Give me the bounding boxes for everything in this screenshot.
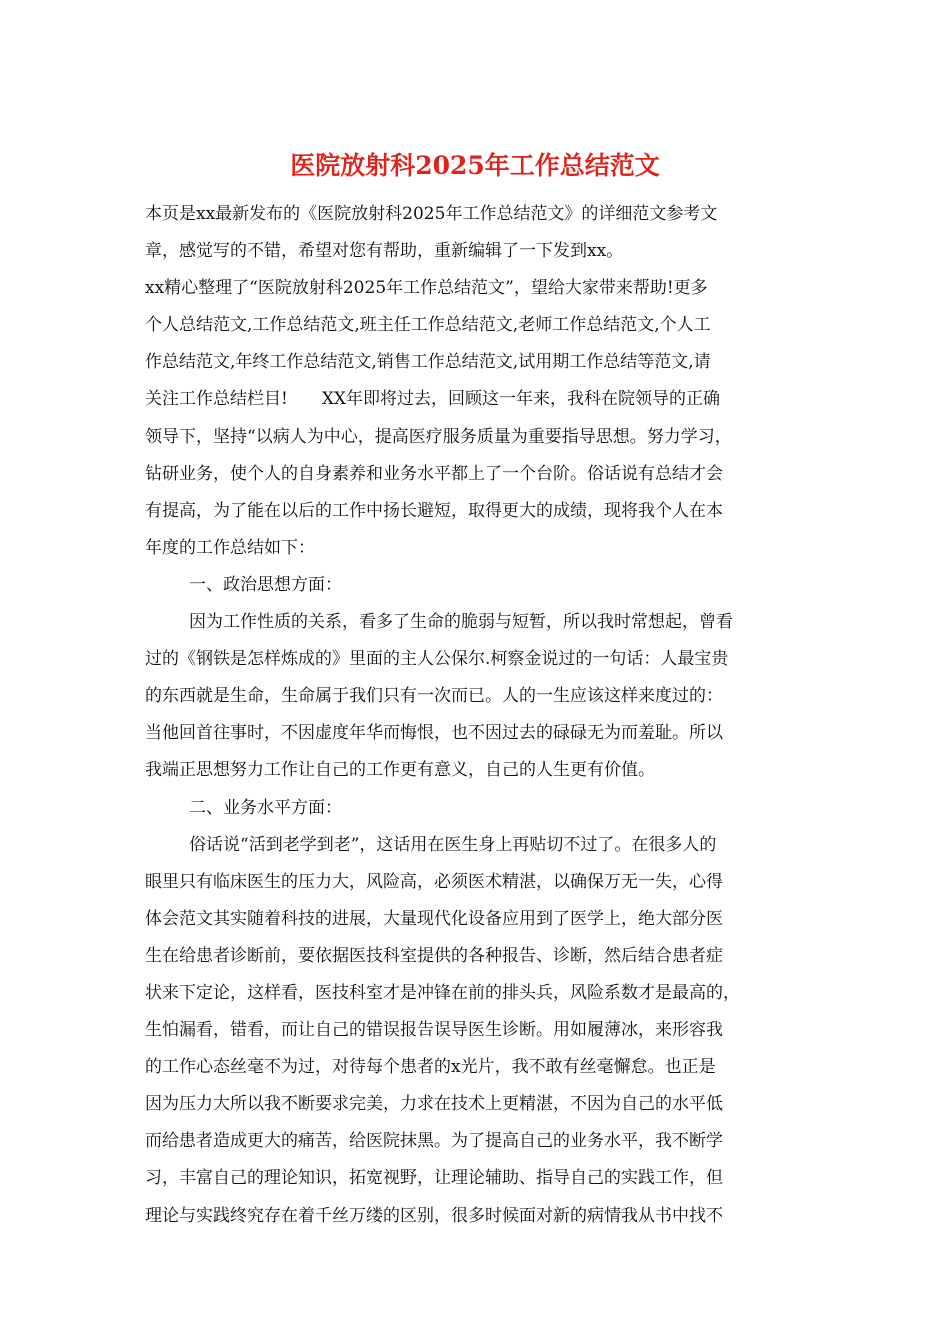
body-line: 有提高，为了能在以后的工作中扬长避短，取得更大的成绩，现将我个人在本: [145, 500, 723, 521]
body-line: 体会范文其实随着科技的进展，大量现代化设备应用到了医学上，绝大部分医: [145, 908, 723, 929]
body-line: 生怕漏看，错看，而让自己的错误报告误导医生诊断。用如履薄冰，来形容我: [145, 1020, 723, 1041]
body-line: 个人总结范文,工作总结范文,班主任工作总结范文,老师工作总结范文,个人工: [145, 315, 711, 336]
body-line: 钻研业务，使个人的自身素养和业务水平都上了一个台阶。俗话说有总结才会: [145, 463, 723, 484]
body-line: 过的《钢铁是怎样炼成的》里面的主人公保尔.柯察金说过的一句话：人最宝贵: [145, 649, 729, 670]
section-heading: 二、业务水平方面：: [189, 797, 342, 818]
body-line: xx精心整理了“医院放射科2025年工作总结范文”，望给大家带来帮助!更多: [145, 278, 708, 299]
document-body: [145, 196, 807, 1235]
document-title: 医院放射科2025年工作总结范文: [290, 151, 660, 180]
section-heading: 一、政治思想方面：: [189, 574, 342, 595]
body-line: 关注工作总结栏目! XX年即将过去，回顾这一年来，我科在院领导的正确: [145, 389, 721, 410]
body-line: 章，感觉写的不错，希望对您有帮助，重新编辑了一下发到xx。: [145, 241, 624, 262]
body-line: 眼里只有临床医生的压力大，风险高，必须医术精湛，以确保万无一失，心得: [145, 871, 723, 892]
body-line: 习，丰富自己的理论知识，拓宽视野，让理论辅助、指导自己的实践工作，但: [145, 1168, 723, 1189]
body-line: 而给患者造成更大的痛苦，给医院抹黑。为了提高自己的业务水平，我不断学: [145, 1131, 723, 1152]
body-line: 我端正思想努力工作让自己的工作更有意义，自己的人生更有价值。: [145, 760, 655, 781]
body-line: 年度的工作总结如下：: [145, 537, 315, 558]
body-line: 生在给患者诊断前，要依据医技科室提供的各种报告、诊断，然后结合患者症: [145, 945, 723, 966]
body-line: 的工作心态丝毫不为过，对待每个患者的x光片，我不敢有丝毫懈怠。也正是: [145, 1057, 716, 1078]
body-line: 理论与实践终究存在着千丝万缕的区别，很多时候面对新的病情我从书中找不: [145, 1205, 723, 1226]
body-line: 的东西就是生命，生命属于我们只有一次而已。人的一生应该这样来度过的：: [145, 686, 723, 707]
body-line: 本页是xx最新发布的《医院放射科2025年工作总结范文》的详细范文参考文: [145, 204, 718, 224]
body-line: 俗话说“活到老学到老”，这话用在医生身上再贴切不过了。在很多人的: [189, 834, 717, 855]
body-line: 因为工作性质的关系，看多了生命的脆弱与短暂，所以我时常想起，曾看: [189, 612, 733, 633]
body-line: 领导下，坚持“以病人为中心，提高医疗服务质量为重要指导思想。努力学习，: [145, 426, 732, 447]
body-line: 作总结范文,年终工作总结范文,销售工作总结范文,试用期工作总结等范文,请: [145, 352, 711, 373]
body-line: 因为压力大所以我不断要求完美，力求在技术上更精湛，不因为自己的水平低: [145, 1094, 723, 1115]
body-line: 当他回首往事时，不因虚度年华而悔恨，也不因过去的碌碌无为而羞耻。所以: [145, 723, 723, 744]
body-line: 状来下定论，这样看，医技科室才是冲锋在前的排头兵，风险系数才是最高的，: [145, 982, 740, 1003]
